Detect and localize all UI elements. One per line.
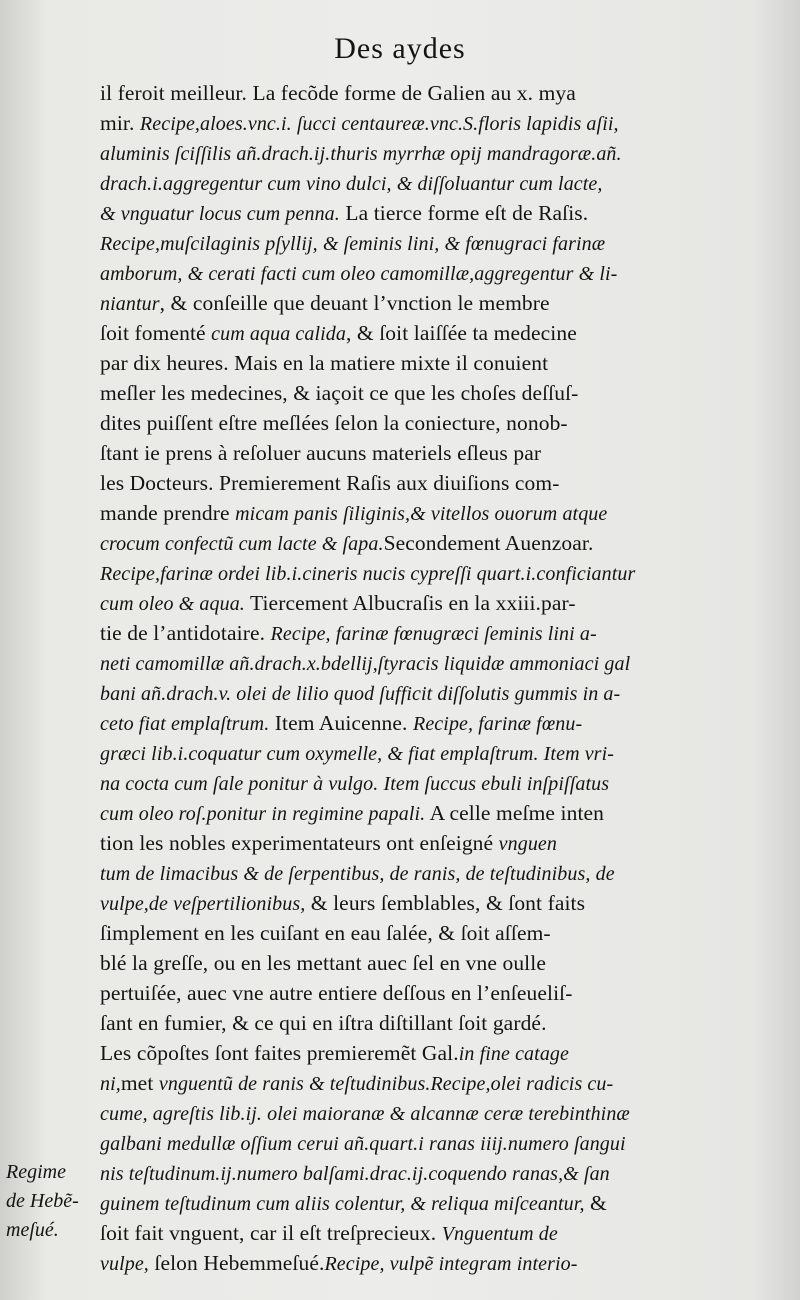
text-line — [100, 468, 760, 498]
text-line — [100, 318, 760, 348]
text-run: par dix heures. Mais en la matiere mixte il conuient — [100, 351, 549, 375]
text-line — [100, 1068, 760, 1098]
text-line — [100, 108, 760, 138]
latin-italic-run: amborum, & cerati facti cum oleo camomillæ,aggregentur & li- — [100, 263, 618, 285]
latin-italic-run: cum oleo & aqua. — [100, 593, 245, 615]
text-line — [100, 798, 760, 828]
text-line — [100, 858, 760, 888]
text-run: ſtant ie prens à reſoluer aucuns materiels eſleus par — [100, 441, 542, 465]
text-line — [100, 678, 760, 708]
margin-note-line: meſué. — [6, 1219, 59, 1241]
text-run: & leurs ſemblables, & ſont faits — [305, 891, 586, 915]
text-line — [100, 918, 760, 948]
text-line — [100, 198, 760, 228]
text-run: , & ſoit laiſſée ta medecine — [345, 321, 577, 345]
latin-italic-run: Recipe, farinæ fœnu- — [413, 713, 583, 735]
text-run: & — [584, 1191, 607, 1215]
text-run: les Docteurs. Premierement Raſis aux diuiſions com- — [100, 471, 560, 495]
text-run: il feroit meilleur. La fecõde forme de Galien au x. mya — [100, 81, 576, 105]
text-line — [100, 828, 760, 858]
latin-italic-run: vulpe,de veſpertilionibus, — [100, 893, 306, 915]
text-line — [100, 948, 760, 978]
text-line — [100, 648, 760, 678]
text-line — [100, 438, 760, 468]
text-line — [100, 168, 760, 198]
text-line — [100, 978, 760, 1008]
text-run: A celle meſme inten — [425, 801, 605, 825]
latin-italic-run: nis teſtudinum.ij.numero balſami.drac.ij.coquendo ranas,& ſan — [100, 1163, 610, 1185]
text-line — [100, 78, 760, 108]
text-line — [100, 1038, 760, 1068]
text-run: dites puiſſent eſtre meſlées ſelon la coniecture, nonob- — [100, 411, 568, 435]
text-line — [100, 1098, 760, 1128]
text-line — [100, 528, 760, 558]
text-line — [100, 768, 760, 798]
text-line — [100, 408, 760, 438]
text-line — [100, 1008, 760, 1038]
text-run: tion les nobles experimentateurs ont enſeigné — [100, 831, 499, 855]
text-run: La tierce forme eſt de Raſis. — [339, 201, 589, 225]
text-line — [100, 1248, 760, 1278]
latin-italic-run: galbani medullæ oſſium cerui añ.quart.i ranas iiij.numero ſangui — [100, 1133, 626, 1155]
text-line — [100, 288, 760, 318]
text-run: met — [120, 1071, 159, 1095]
latin-italic-run: cume, agreſtis lib.ij. olei maioranæ & alcannæ ceræ terebinthinæ — [100, 1103, 630, 1125]
latin-italic-run: drach.i.aggregentur cum vino dulci, & diſſoluantur cum lacte, — [100, 173, 603, 195]
latin-italic-run: Recipe, farinæ fœnugræci ſeminis lini a- — [270, 623, 597, 645]
latin-italic-run: in fine catage — [458, 1043, 569, 1065]
latin-italic-run: vulpe, — [100, 1253, 149, 1275]
running-head: Des aydes — [334, 32, 466, 65]
text-run: Secondement Auenzoar. — [383, 531, 594, 555]
latin-italic-run: & vnguatur locus cum penna. — [100, 203, 340, 225]
text-run: ſimplement en les cuiſant en eau ſalée, & ſoit aſſem- — [100, 921, 551, 945]
latin-italic-run: na cocta cum ſale ponitur à vulgo. Item ſuccus ebuli inſpiſſatus — [100, 773, 610, 795]
text-line — [100, 618, 760, 648]
text-line — [100, 1218, 760, 1248]
text-line — [100, 348, 760, 378]
latin-italic-run: cum oleo roſ.ponitur in regimine papali. — [100, 803, 426, 825]
text-line — [100, 138, 760, 168]
margin-note-line: Regime — [6, 1161, 66, 1183]
latin-italic-run: ni, — [100, 1073, 121, 1095]
latin-italic-run: guinem teſtudinum cum aliis colentur, & reliqua miſceantur, — [100, 1193, 585, 1215]
text-run: mir. — [100, 111, 140, 135]
latin-italic-run: crocum confectũ cum lacte & ſapa. — [100, 533, 384, 555]
text-run: ſelon Hebemmeſué. — [148, 1251, 325, 1275]
text-run: mande prendre — [100, 501, 236, 525]
latin-italic-run: græci lib.i.coquatur cum oxymelle, & fiat emplaſtrum. Item vri- — [100, 743, 614, 765]
text-line — [100, 708, 760, 738]
text-line — [100, 1158, 760, 1188]
latin-italic-run: micam panis ſiliginis,& vitellos ouorum atque — [235, 503, 608, 525]
text-line — [100, 888, 760, 918]
latin-italic-run: Vnguentum de — [441, 1223, 558, 1245]
text-run: ſoit fomenté — [100, 321, 212, 345]
latin-italic-run: Recipe,farinæ ordei lib.i.cineris nucis cypreſſi quart.i.conficiantur — [100, 563, 636, 585]
text-line — [100, 738, 760, 768]
text-run: blé la greſſe, ou en les mettant auec ſel en vne oulle — [100, 951, 546, 975]
latin-italic-run: vnguentũ de ranis & teſtudinibus.Recipe,olei radicis cu- — [158, 1073, 614, 1095]
latin-italic-run: Recipe,muſcilaginis pſyllij, & ſeminis lini, & fœnugraci farinæ — [100, 233, 606, 255]
latin-italic-run: tum de limacibus & de ſerpentibus, de ranis, de teſtudinibus, de — [100, 863, 615, 885]
text-run: meſler les medecines, & iaçoit ce que les choſes deſſuſ- — [100, 381, 579, 405]
margin-note-line: de Hebẽ- — [6, 1190, 79, 1212]
text-line — [100, 588, 760, 618]
text-run: ſoit fait vnguent, car il eſt treſprecieux. — [100, 1221, 442, 1245]
text-line — [100, 498, 760, 528]
latin-italic-run: neti camomillæ añ.drach.x.bdellij,ſtyracis liquidæ ammoniaci gal — [100, 653, 631, 675]
text-run: , & conſeille que deuant l’vnction le membre — [159, 291, 550, 315]
latin-italic-run: Recipe, vulpẽ integram interio- — [324, 1253, 578, 1275]
latin-italic-run: niantur — [100, 293, 160, 315]
text-run: pertuiſée, auec vne autre entiere deſſous en l’enſeueliſ- — [100, 981, 573, 1005]
text-run: ſant en fumier, & ce qui en iſtra diſtillant ſoit gardé. — [100, 1011, 547, 1035]
text-run: tie de l’antidotaire. — [100, 621, 271, 645]
text-line — [100, 1128, 760, 1158]
text-line — [100, 1188, 760, 1218]
latin-italic-run: vnguen — [498, 833, 558, 855]
latin-italic-run: cum aqua calida — [211, 323, 346, 345]
latin-italic-run: ceto fiat emplaſtrum. — [100, 713, 270, 735]
latin-italic-run: bani añ.drach.v. olei de lilio quod ſufficit diſſolutis gummis in a- — [100, 683, 621, 705]
text-line — [100, 558, 760, 588]
margin-note — [6, 1158, 96, 1245]
text-line — [100, 258, 760, 288]
text-line — [100, 228, 760, 258]
text-run: Item Auicenne. — [269, 711, 414, 735]
latin-italic-run: Recipe,aloes.vnc.i. ſucci centaureæ.vnc.S.floris lapidis aſii, — [139, 113, 619, 135]
body-text — [100, 78, 760, 1278]
text-run: Tiercement Albucraſis en la xxiii.par- — [244, 591, 576, 615]
text-run: Les cõpoſtes ſont faites premieremẽt Gal. — [100, 1041, 459, 1065]
text-line — [100, 378, 760, 408]
latin-italic-run: aluminis ſciſſilis añ.drach.ij.thuris myrrhæ opij mandragoræ.añ. — [100, 143, 622, 165]
